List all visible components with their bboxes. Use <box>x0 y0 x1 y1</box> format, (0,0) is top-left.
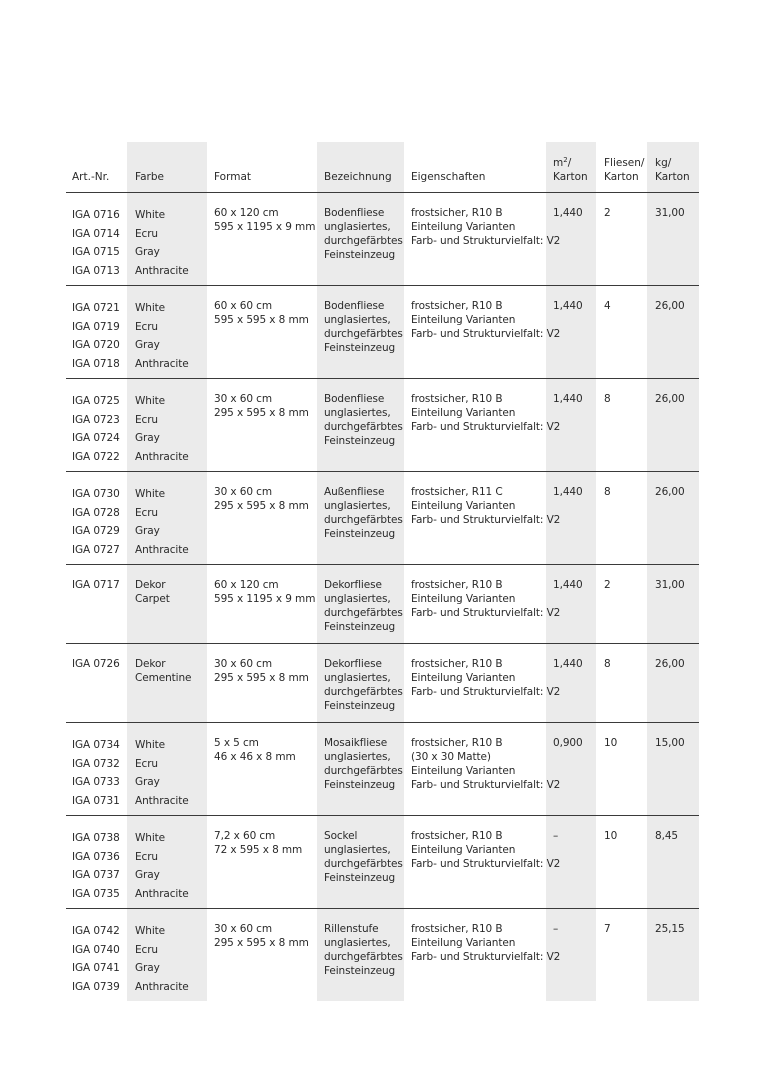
cell-fliesen <box>604 392 611 406</box>
cell-format <box>214 206 315 234</box>
cell-farbe-line: Ecru <box>135 320 158 333</box>
cell-m2 <box>553 657 583 671</box>
row-divider <box>66 908 699 909</box>
cell-kg-line: 25,15 <box>655 923 685 935</box>
cell-art-line: IGA 0720 <box>72 339 120 352</box>
cell-art-line: IGA 0716 <box>72 209 120 221</box>
cell-bezeichnung-line: unglasiertes, <box>324 751 391 763</box>
cell-bezeichnung-line: unglasiertes, <box>324 221 391 233</box>
cell-art-line: IGA 0741 <box>72 962 120 975</box>
cell-fliesen <box>604 485 611 499</box>
cell-art-line: IGA 0728 <box>72 506 120 519</box>
cell-format-line: 295 x 595 x 8 mm <box>214 407 309 419</box>
row-divider <box>66 192 699 193</box>
cell-bezeichnung <box>324 829 403 885</box>
cell-bezeichnung <box>324 736 403 792</box>
cell-art-line: IGA 0718 <box>72 358 120 371</box>
row-divider <box>66 643 699 644</box>
cell-fliesen <box>604 922 611 936</box>
cell-eigenschaften-line: Farb- und Strukturvielfalt: V2 <box>411 328 561 340</box>
cell-bezeichnung-line: Rillenstufe <box>324 923 379 935</box>
cell-fliesen-line: 2 <box>604 579 611 591</box>
cell-art-line: IGA 0732 <box>72 757 120 770</box>
cell-format-line: 30 x 60 cm <box>214 658 272 670</box>
cell-bezeichnung-line: Dekorfliese <box>324 579 382 591</box>
cell-farbe-line: Ecru <box>135 506 158 519</box>
cell-art <box>72 299 120 374</box>
cell-m2-line: 1,440 <box>553 486 583 498</box>
cell-m2 <box>553 299 583 313</box>
cell-art-line: IGA 0723 <box>72 413 120 426</box>
cell-kg <box>655 736 685 750</box>
cell-m2-line: 1,440 <box>553 579 583 591</box>
cell-farbe-line: Gray <box>135 869 160 882</box>
cell-bezeichnung-line: Außenfliese <box>324 486 385 498</box>
cell-farbe-line: Anthracite <box>135 888 189 901</box>
cell-kg <box>655 829 678 843</box>
cell-bezeichnung-line: Feinsteinzeug <box>324 779 396 791</box>
cell-art-line: IGA 0726 <box>72 658 120 670</box>
cell-format-line: 30 x 60 cm <box>214 486 272 498</box>
cell-farbe-line: White <box>135 209 166 221</box>
cell-eigenschaften <box>411 829 560 871</box>
kg-column-bg <box>647 142 699 1001</box>
cell-kg-line: 26,00 <box>655 300 685 312</box>
cell-farbe-line: White <box>135 925 166 937</box>
cell-art <box>72 657 120 671</box>
cell-farbe-line: Dekor <box>135 658 166 670</box>
cell-format-line: 72 x 595 x 8 mm <box>214 844 303 856</box>
cell-format <box>214 736 296 764</box>
cell-format-line: 595 x 595 x 8 mm <box>214 314 309 326</box>
cell-kg-line: 31,00 <box>655 207 685 219</box>
cell-m2-line: – <box>553 923 559 935</box>
cell-farbe <box>135 736 189 811</box>
cell-bezeichnung-line: Feinsteinzeug <box>324 621 396 633</box>
cell-fliesen <box>604 206 611 220</box>
cell-format-line: 595 x 1195 x 9 mm <box>214 593 316 605</box>
header-format: Format <box>214 171 252 183</box>
cell-bezeichnung-line: durchgefärbtes <box>324 765 403 777</box>
cell-kg-line: 31,00 <box>655 579 685 591</box>
cell-eigenschaften-line: Farb- und Strukturvielfalt: V2 <box>411 235 561 247</box>
cell-fliesen-line: 8 <box>604 393 611 405</box>
cell-art-line: IGA 0735 <box>72 888 120 901</box>
cell-kg-line: 15,00 <box>655 737 685 749</box>
cell-eigenschaften-line: (30 x 30 Matte) <box>411 751 491 763</box>
cell-eigenschaften-line: Farb- und Strukturvielfalt: V2 <box>411 607 561 619</box>
cell-bezeichnung-line: Bodenfliese <box>324 393 385 405</box>
cell-bezeichnung <box>324 657 403 713</box>
cell-art-line: IGA 0724 <box>72 432 120 445</box>
cell-fliesen <box>604 657 611 671</box>
cell-bezeichnung <box>324 206 403 262</box>
cell-farbe-line: Dekor <box>135 579 166 591</box>
cell-bezeichnung-line: Mosaikfliese <box>324 737 388 749</box>
cell-bezeichnung-line: Feinsteinzeug <box>324 965 396 977</box>
cell-eigenschaften-line: frostsicher, R10 B <box>411 830 503 842</box>
cell-farbe-line: Gray <box>135 776 160 789</box>
cell-fliesen <box>604 299 611 313</box>
cell-m2 <box>553 922 558 936</box>
cell-art-line: IGA 0736 <box>72 850 120 863</box>
cell-bezeichnung-line: unglasiertes, <box>324 407 391 419</box>
cell-eigenschaften <box>411 578 560 620</box>
cell-format <box>214 657 309 685</box>
cell-m2-line: 1,440 <box>553 300 583 312</box>
cell-bezeichnung <box>324 578 403 634</box>
cell-art-line: IGA 0738 <box>72 832 120 844</box>
cell-fliesen-line: 8 <box>604 658 611 670</box>
cell-eigenschaften-line: Farb- und Strukturvielfalt: V2 <box>411 514 561 526</box>
cell-art-line: IGA 0714 <box>72 227 120 240</box>
cell-fliesen <box>604 578 611 592</box>
cell-format-line: 30 x 60 cm <box>214 393 272 405</box>
cell-format-line: 60 x 120 cm <box>214 207 279 219</box>
cell-bezeichnung-line: unglasiertes, <box>324 672 391 684</box>
cell-art <box>72 206 120 281</box>
cell-farbe-line: White <box>135 395 166 407</box>
cell-eigenschaften-line: frostsicher, R10 B <box>411 579 503 591</box>
cell-bezeichnung-line: durchgefärbtes <box>324 858 403 870</box>
cell-bezeichnung-line: unglasiertes, <box>324 593 391 605</box>
cell-bezeichnung-line: Bodenfliese <box>324 207 385 219</box>
cell-art <box>72 578 120 592</box>
cell-eigenschaften-line: frostsicher, R10 B <box>411 393 503 405</box>
cell-bezeichnung-line: durchgefärbtes <box>324 951 403 963</box>
cell-eigenschaften-line: Einteilung Varianten <box>411 672 516 684</box>
cell-format <box>214 299 309 327</box>
cell-format-line: 295 x 595 x 8 mm <box>214 500 309 512</box>
cell-farbe-line: White <box>135 488 166 500</box>
cell-bezeichnung-line: durchgefärbtes <box>324 235 403 247</box>
header-m2-karton: Karton <box>553 171 588 183</box>
cell-fliesen-line: 10 <box>604 830 618 842</box>
cell-bezeichnung-line: Feinsteinzeug <box>324 872 396 884</box>
cell-eigenschaften-line: Einteilung Varianten <box>411 765 516 777</box>
cell-m2-line: 1,440 <box>553 658 583 670</box>
cell-eigenschaften-line: Farb- und Strukturvielfalt: V2 <box>411 951 561 963</box>
cell-farbe <box>135 657 191 685</box>
cell-eigenschaften <box>411 657 560 699</box>
cell-farbe <box>135 206 189 281</box>
cell-bezeichnung-line: durchgefärbtes <box>324 686 403 698</box>
cell-eigenschaften <box>411 392 560 434</box>
cell-farbe-line: Ecru <box>135 757 158 770</box>
cell-art <box>72 392 120 467</box>
row-divider <box>66 815 699 816</box>
cell-kg-line: 8,45 <box>655 830 678 842</box>
cell-format <box>214 392 309 420</box>
row-divider <box>66 564 699 565</box>
cell-fliesen <box>604 829 617 843</box>
cell-format <box>214 922 309 950</box>
cell-fliesen-line: 4 <box>604 300 611 312</box>
cell-eigenschaften-line: frostsicher, R10 B <box>411 658 503 670</box>
header-kg: kg/ <box>655 157 672 169</box>
cell-m2 <box>553 485 583 499</box>
row-divider <box>66 285 699 286</box>
cell-kg <box>655 392 685 406</box>
cell-m2 <box>553 578 583 592</box>
cell-art <box>72 829 120 904</box>
cell-format <box>214 829 302 857</box>
cell-format-line: 7,2 x 60 cm <box>214 830 276 842</box>
cell-bezeichnung-line: unglasiertes, <box>324 844 391 856</box>
cell-format-line: 46 x 46 x 8 mm <box>214 751 296 763</box>
cell-eigenschaften-line: Einteilung Varianten <box>411 407 516 419</box>
cell-format-line: 60 x 120 cm <box>214 579 279 591</box>
cell-eigenschaften-line: frostsicher, R10 B <box>411 207 503 219</box>
cell-kg-line: 26,00 <box>655 658 685 670</box>
cell-eigenschaften-line: Farb- und Strukturvielfalt: V2 <box>411 779 561 791</box>
header-m2-sup: 2 <box>563 156 568 164</box>
cell-art-line: IGA 0729 <box>72 525 120 538</box>
cell-farbe-line: Gray <box>135 962 160 975</box>
cell-art-line: IGA 0734 <box>72 739 120 751</box>
cell-farbe-line: White <box>135 302 166 314</box>
cell-art-line: IGA 0740 <box>72 943 120 956</box>
cell-eigenschaften-line: Einteilung Varianten <box>411 314 516 326</box>
cell-bezeichnung-line: durchgefärbtes <box>324 607 403 619</box>
cell-bezeichnung-line: Feinsteinzeug <box>324 342 396 354</box>
cell-format-line: 60 x 60 cm <box>214 300 272 312</box>
cell-format-line: 295 x 595 x 8 mm <box>214 937 309 949</box>
cell-farbe-line: White <box>135 832 166 844</box>
header-eigenschaften: Eigenschaften <box>411 171 486 183</box>
cell-farbe <box>135 829 189 904</box>
cell-kg <box>655 206 685 220</box>
cell-bezeichnung <box>324 485 403 541</box>
cell-fliesen-line: 10 <box>604 737 618 749</box>
cell-bezeichnung-line: Feinsteinzeug <box>324 435 396 447</box>
cell-bezeichnung-line: Feinsteinzeug <box>324 249 396 261</box>
cell-farbe-line: Anthracite <box>135 358 189 371</box>
cell-m2-line: – <box>553 830 559 842</box>
cell-kg <box>655 485 685 499</box>
cell-art-line: IGA 0730 <box>72 488 120 500</box>
row-divider <box>66 471 699 472</box>
cell-art-line: IGA 0719 <box>72 320 120 333</box>
cell-eigenschaften <box>411 206 560 248</box>
cell-bezeichnung-line: Dekorfliese <box>324 658 382 670</box>
cell-eigenschaften <box>411 299 560 341</box>
cell-bezeichnung-line: unglasiertes, <box>324 500 391 512</box>
header-m2-unit: m <box>553 157 564 169</box>
cell-kg <box>655 578 685 592</box>
m2-column-bg <box>546 142 596 1001</box>
row-divider <box>66 378 699 379</box>
header-farbe: Farbe <box>135 171 164 183</box>
cell-farbe-line: Anthracite <box>135 451 189 464</box>
cell-eigenschaften-line: Einteilung Varianten <box>411 221 516 233</box>
cell-eigenschaften-line: frostsicher, R10 B <box>411 923 503 935</box>
cell-farbe-line: Ecru <box>135 413 158 426</box>
cell-farbe-line: Gray <box>135 339 160 352</box>
header-art-nr: Art.-Nr. <box>72 171 110 183</box>
header-m2 <box>553 156 571 170</box>
cell-farbe-line: Gray <box>135 246 160 259</box>
cell-format <box>214 578 315 606</box>
cell-m2 <box>553 736 583 750</box>
cell-m2 <box>553 392 583 406</box>
cell-farbe <box>135 578 170 606</box>
cell-farbe-line: Ecru <box>135 943 158 956</box>
cell-eigenschaften-line: Farb- und Strukturvielfalt: V2 <box>411 421 561 433</box>
cell-eigenschaften-line: Farb- und Strukturvielfalt: V2 <box>411 858 561 870</box>
cell-bezeichnung-line: Sockel <box>324 830 358 842</box>
cell-art-line: IGA 0715 <box>72 246 120 259</box>
cell-art-line: IGA 0725 <box>72 395 120 407</box>
cell-eigenschaften <box>411 922 560 964</box>
cell-format-line: 595 x 1195 x 9 mm <box>214 221 316 233</box>
cell-art-line: IGA 0731 <box>72 795 120 808</box>
header-kg-karton: Karton <box>655 171 690 183</box>
cell-art-line: IGA 0717 <box>72 579 120 591</box>
cell-m2-line: 1,440 <box>553 207 583 219</box>
cell-farbe <box>135 485 189 560</box>
cell-art-line: IGA 0739 <box>72 981 120 994</box>
cell-format-line: 30 x 60 cm <box>214 923 272 935</box>
product-table <box>66 142 699 1001</box>
cell-art-line: IGA 0713 <box>72 265 120 278</box>
cell-fliesen-line: 2 <box>604 207 611 219</box>
cell-bezeichnung <box>324 392 403 448</box>
cell-format-line: 5 x 5 cm <box>214 737 259 749</box>
header-m2-slash: / <box>567 157 572 169</box>
cell-bezeichnung-line: durchgefärbtes <box>324 514 403 526</box>
cell-bezeichnung <box>324 922 403 978</box>
cell-farbe-line: Anthracite <box>135 795 189 808</box>
cell-kg <box>655 657 685 671</box>
cell-art <box>72 485 120 560</box>
cell-fliesen-line: 7 <box>604 923 611 935</box>
cell-m2 <box>553 829 558 843</box>
cell-bezeichnung <box>324 299 403 355</box>
cell-art <box>72 922 120 997</box>
cell-eigenschaften-line: Einteilung Varianten <box>411 500 516 512</box>
cell-bezeichnung-line: unglasiertes, <box>324 937 391 949</box>
cell-art-line: IGA 0742 <box>72 925 120 937</box>
cell-kg <box>655 299 685 313</box>
cell-farbe-line: White <box>135 739 166 751</box>
cell-m2 <box>553 206 583 220</box>
header-bezeichnung: Bezeichnung <box>324 171 392 183</box>
cell-bezeichnung-line: Feinsteinzeug <box>324 528 396 540</box>
cell-eigenschaften-line: Einteilung Varianten <box>411 844 516 856</box>
cell-farbe-line: Carpet <box>135 593 170 605</box>
cell-bezeichnung-line: Feinsteinzeug <box>324 700 396 712</box>
cell-eigenschaften-line: frostsicher, R10 B <box>411 737 503 749</box>
cell-art <box>72 736 120 811</box>
cell-farbe-line: Anthracite <box>135 981 189 994</box>
cell-bezeichnung-line: durchgefärbtes <box>324 421 403 433</box>
cell-farbe <box>135 922 189 997</box>
header-fliesen-karton: Karton <box>604 171 639 183</box>
cell-art-line: IGA 0727 <box>72 544 120 557</box>
cell-art-line: IGA 0733 <box>72 776 120 789</box>
cell-eigenschaften-line: frostsicher, R10 B <box>411 300 503 312</box>
cell-kg <box>655 922 685 936</box>
cell-bezeichnung-line: durchgefärbtes <box>324 328 403 340</box>
cell-farbe-line: Anthracite <box>135 265 189 278</box>
cell-eigenschaften-line: Farb- und Strukturvielfalt: V2 <box>411 686 561 698</box>
cell-art-line: IGA 0722 <box>72 451 120 464</box>
cell-m2-line: 0,900 <box>553 737 583 749</box>
cell-art-line: IGA 0721 <box>72 302 120 314</box>
cell-m2-line: 1,440 <box>553 393 583 405</box>
cell-eigenschaften-line: frostsicher, R11 C <box>411 486 503 498</box>
cell-farbe <box>135 392 189 467</box>
cell-fliesen-line: 8 <box>604 486 611 498</box>
cell-farbe-line: Ecru <box>135 850 158 863</box>
cell-farbe-line: Gray <box>135 432 160 445</box>
cell-fliesen <box>604 736 617 750</box>
cell-eigenschaften <box>411 485 560 527</box>
cell-format-line: 295 x 595 x 8 mm <box>214 672 309 684</box>
cell-eigenschaften-line: Einteilung Varianten <box>411 593 516 605</box>
cell-farbe-line: Cementine <box>135 672 192 684</box>
header-fliesen: Fliesen/ <box>604 157 645 169</box>
cell-eigenschaften-line: Einteilung Varianten <box>411 937 516 949</box>
cell-farbe-line: Ecru <box>135 227 158 240</box>
cell-format <box>214 485 309 513</box>
row-divider <box>66 722 699 723</box>
cell-farbe-line: Gray <box>135 525 160 538</box>
cell-farbe <box>135 299 189 374</box>
cell-bezeichnung-line: Bodenfliese <box>324 300 385 312</box>
cell-bezeichnung-line: unglasiertes, <box>324 314 391 326</box>
cell-farbe-line: Anthracite <box>135 544 189 557</box>
cell-art-line: IGA 0737 <box>72 869 120 882</box>
cell-eigenschaften <box>411 736 560 792</box>
cell-kg-line: 26,00 <box>655 486 685 498</box>
cell-kg-line: 26,00 <box>655 393 685 405</box>
